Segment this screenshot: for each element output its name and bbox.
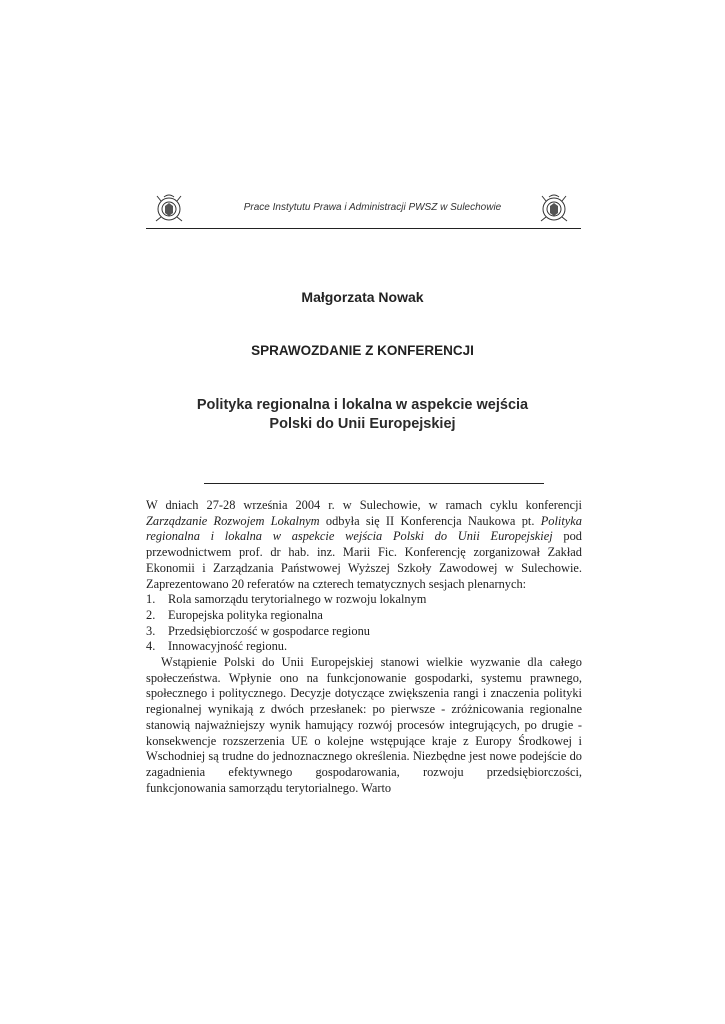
author-name: Małgorzata Nowak [301,289,424,305]
report-body [146,498,582,796]
article-title-line: Polski do Unii Europejskiej [269,416,456,432]
article-title-line: Polityka regionalna i lokalna w aspekcie wejścia [196,397,529,413]
conference-title: Polityka regionalna i lokalna w aspekcie wejścia Polski do Unii Europejskiej [146,513,582,544]
list-text: Europejska polityka regionalna [168,607,323,622]
institute-emblem-icon [152,192,186,226]
header-rule [146,228,581,229]
list-item [146,608,582,624]
list-item [146,592,582,608]
list-text: Innowacyjność regionu. [168,639,288,654]
sessions-list [146,592,582,655]
series-name: Zarządzanie Rozwojem Lokalnym [146,513,320,528]
body-paragraph: Wstąpienie Polski do Unii Europejskiej stanowi wielkie wyzwanie dla całego społeczeństwa. Wpłynie ono na funkcjonowanie gospodarki, systemu prawnego, społecznego i politycznego. Decyzje dotyczące zwiększenia rangi i znaczenia polityki regionalnej wynikają z dwóch przesłanek: po pierwsze - zróżnicowania regionalne stanowią najważniejszy wynik hamujący rozwój procesów integrujących, po drugie - konsekwencje rozszerzenia UE o kolejne wstępujące kraje z Europy Środkowej i Wschodniej są trudne do jednoznacznego określenia. Niezbędne jest nowe podejście do zagadnienia efektywnego gospodarowania, rozwoju przedsiębiorczości, funkcjonowania samorządu terytorialnego. Warto [146,655,582,795]
list-number: 2. [146,607,156,622]
list-item [146,639,582,655]
list-text: Rola samorządu terytorialnego w rozwoju lokalnym [168,592,427,607]
institute-emblem-icon [537,192,571,226]
article-title [150,396,575,434]
intro-text: pod przewodnictwem prof. dr hab. inz. Marii Fic. Konferencję zorganizował Zakład Ekonomii i Zarządzania Państwowej Wyższej Szkoły Zawodowej w Sulechowie. Zaprezentowano 20 referatów na czterech tematycznych sesjach plenarnych: [146,529,582,591]
intro-text: W dniach 27-28 września 2004 r. w Sulechowie, w ramach cyklu konferencji [146,498,582,512]
running-title: Prace Instytutu Prawa i Administracji PWSZ w Sulechowie [243,202,502,213]
report-heading: SPRAWOZDANIE Z KONFERENCJI [251,343,474,358]
intro-paragraph [146,498,582,592]
title-rule [204,483,544,484]
intro-text: odbyła się II Konferencja Naukowa pt. [319,513,541,528]
list-number: 4. [146,639,156,654]
list-item [146,624,582,640]
list-text: Przedsiębiorczość w gospodarce regionu [168,623,370,638]
list-number: 1. [146,592,156,607]
list-number: 3. [146,623,156,638]
